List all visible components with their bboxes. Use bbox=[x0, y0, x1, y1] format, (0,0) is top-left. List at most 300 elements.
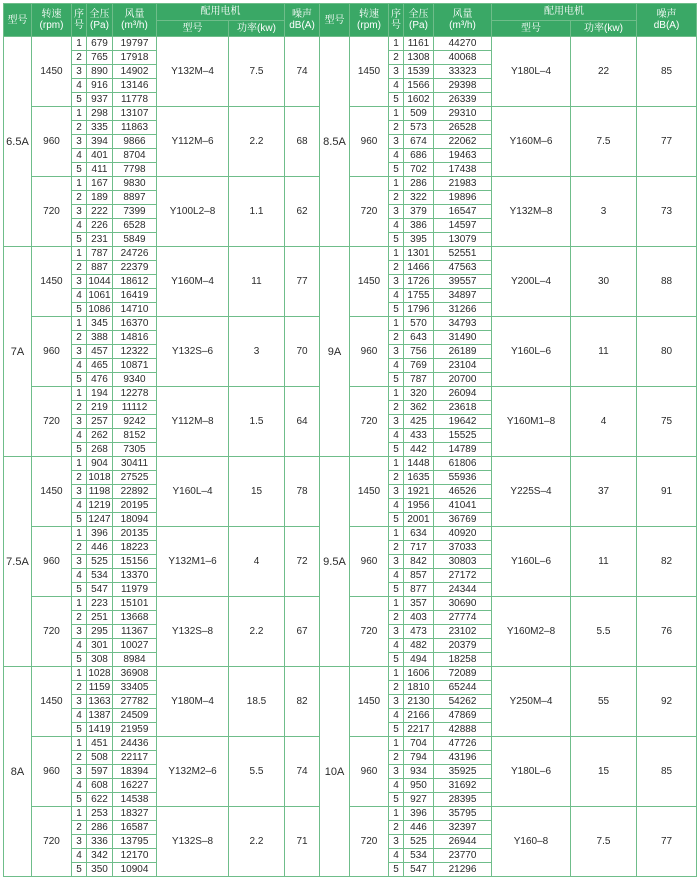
pressure-cell: 336 bbox=[87, 835, 113, 849]
pressure-cell: 388 bbox=[87, 331, 113, 345]
noise-cell: 70 bbox=[285, 317, 320, 387]
table-row bbox=[4, 247, 697, 261]
sequence-cell: 4 bbox=[72, 219, 87, 233]
pressure-cell: 473 bbox=[404, 625, 434, 639]
sequence-cell: 1 bbox=[389, 597, 404, 611]
pressure-cell: 756 bbox=[404, 345, 434, 359]
speed-cell: 960 bbox=[32, 527, 72, 597]
speed-cell: 1450 bbox=[32, 37, 72, 107]
airflow-cell: 36908 bbox=[113, 667, 157, 681]
airflow-cell: 10904 bbox=[113, 863, 157, 877]
motor-type-cell: Y160M–6 bbox=[492, 107, 571, 177]
airflow-cell: 16587 bbox=[113, 821, 157, 835]
airflow-cell: 47563 bbox=[434, 261, 492, 275]
sequence-cell: 3 bbox=[72, 65, 87, 79]
speed-cell: 960 bbox=[32, 317, 72, 387]
sequence-cell: 2 bbox=[389, 51, 404, 65]
airflow-cell: 14538 bbox=[113, 793, 157, 807]
airflow-cell: 14789 bbox=[434, 443, 492, 457]
airflow-cell: 40920 bbox=[434, 527, 492, 541]
noise-cell: 74 bbox=[285, 37, 320, 107]
pressure-cell: 1755 bbox=[404, 289, 434, 303]
motor-power-cell: 7.5 bbox=[571, 107, 637, 177]
sequence-cell: 1 bbox=[389, 737, 404, 751]
sequence-cell: 4 bbox=[72, 639, 87, 653]
pressure-cell: 1161 bbox=[404, 37, 434, 51]
airflow-cell: 13107 bbox=[113, 107, 157, 121]
header-flow: 风量 (m³/h) bbox=[434, 4, 492, 37]
pressure-cell: 1219 bbox=[88, 499, 111, 511]
sequence-cell: 4 bbox=[389, 779, 404, 793]
sequence-cell: 5 bbox=[72, 443, 87, 457]
table-row bbox=[4, 737, 697, 751]
sequence-cell: 1 bbox=[389, 247, 404, 261]
pressure-cell: 570 bbox=[404, 317, 434, 331]
motor-power-cell: 1.5 bbox=[229, 387, 285, 457]
pressure-cell: 934 bbox=[404, 765, 434, 779]
airflow-cell: 40068 bbox=[434, 51, 492, 65]
sequence-cell: 5 bbox=[72, 513, 87, 527]
pressure-cell: 251 bbox=[87, 611, 113, 625]
sequence-cell: 1 bbox=[72, 597, 87, 611]
fan-model-cell: 9A bbox=[320, 247, 350, 457]
airflow-cell: 27172 bbox=[434, 569, 492, 583]
motor-power-cell: 5.5 bbox=[229, 737, 285, 807]
airflow-cell: 15101 bbox=[113, 597, 157, 611]
pressure-cell: 622 bbox=[87, 793, 113, 807]
sequence-cell: 1 bbox=[72, 457, 87, 471]
sequence-cell: 5 bbox=[389, 793, 404, 807]
airflow-cell: 29310 bbox=[434, 107, 492, 121]
fan-model-cell: 6.5A bbox=[4, 37, 32, 247]
sequence-cell: 3 bbox=[389, 485, 404, 499]
sequence-cell: 3 bbox=[72, 345, 87, 359]
header-noise: 噪声 dB(A) bbox=[637, 4, 697, 37]
motor-power-cell: 55 bbox=[571, 667, 637, 737]
motor-power-cell: 22 bbox=[571, 37, 637, 107]
motor-power-cell: 7.5 bbox=[229, 37, 285, 107]
motor-power-cell: 11 bbox=[229, 247, 285, 317]
sequence-cell: 5 bbox=[389, 513, 404, 527]
pressure-cell: 167 bbox=[87, 177, 113, 191]
airflow-cell: 26189 bbox=[434, 345, 492, 359]
pressure-cell: 286 bbox=[404, 177, 434, 191]
sequence-cell: 4 bbox=[389, 569, 404, 583]
airflow-cell: 14710 bbox=[113, 303, 157, 317]
header-motor: 配用电机 bbox=[492, 4, 637, 21]
pressure-cell: 446 bbox=[87, 541, 113, 555]
speed-cell: 960 bbox=[350, 527, 389, 597]
sequence-cell: 5 bbox=[389, 303, 404, 317]
pressure-cell: 1018 bbox=[88, 471, 111, 483]
sequence-cell: 5 bbox=[389, 373, 404, 387]
sequence-cell: 5 bbox=[389, 93, 404, 107]
sequence-cell: 4 bbox=[389, 639, 404, 653]
sequence-cell: 2 bbox=[389, 681, 404, 695]
pressure-cell: 298 bbox=[87, 107, 113, 121]
pressure-cell: 877 bbox=[404, 583, 434, 597]
motor-type-cell: Y160L–4 bbox=[157, 457, 229, 527]
airflow-cell: 8984 bbox=[113, 653, 157, 667]
sequence-cell: 2 bbox=[389, 121, 404, 135]
noise-cell: 77 bbox=[285, 247, 320, 317]
pressure-cell: 950 bbox=[404, 779, 434, 793]
pressure-cell: 219 bbox=[87, 401, 113, 415]
table-row bbox=[4, 597, 697, 611]
speed-cell: 1450 bbox=[32, 667, 72, 737]
airflow-cell: 14902 bbox=[113, 65, 157, 79]
airflow-cell: 21983 bbox=[434, 177, 492, 191]
fan-model-cell: 9.5A bbox=[320, 457, 350, 667]
motor-type-cell: Y100L2–8 bbox=[157, 177, 229, 247]
header-speed: 转速 (rpm) bbox=[32, 4, 72, 37]
pressure-cell: 597 bbox=[87, 765, 113, 779]
motor-power-cell: 5.5 bbox=[571, 597, 637, 667]
pressure-cell: 643 bbox=[404, 331, 434, 345]
airflow-cell: 19797 bbox=[113, 37, 157, 51]
pressure-cell: 1044 bbox=[88, 275, 111, 287]
airflow-cell: 55936 bbox=[434, 471, 492, 485]
sequence-cell: 3 bbox=[389, 695, 404, 709]
motor-power-cell: 15 bbox=[571, 737, 637, 807]
pressure-cell: 573 bbox=[404, 121, 434, 135]
sequence-cell: 3 bbox=[72, 415, 87, 429]
sequence-cell: 3 bbox=[389, 415, 404, 429]
pressure-cell: 396 bbox=[404, 807, 434, 821]
sequence-cell: 2 bbox=[72, 751, 87, 765]
motor-type-cell: Y160M–4 bbox=[157, 247, 229, 317]
airflow-cell: 47869 bbox=[434, 709, 492, 723]
speed-cell: 720 bbox=[32, 597, 72, 667]
noise-cell: 68 bbox=[285, 107, 320, 177]
motor-type-cell: Y132S–8 bbox=[157, 807, 229, 877]
pressure-cell: 787 bbox=[404, 373, 434, 387]
fan-performance-table bbox=[3, 3, 697, 877]
pressure-cell: 916 bbox=[87, 79, 113, 93]
pressure-cell: 295 bbox=[87, 625, 113, 639]
sequence-cell: 4 bbox=[389, 359, 404, 373]
sequence-cell: 5 bbox=[72, 723, 87, 737]
sequence-cell: 2 bbox=[72, 471, 87, 485]
sequence-cell: 4 bbox=[389, 289, 404, 303]
pressure-cell: 1921 bbox=[404, 485, 434, 499]
airflow-cell: 30690 bbox=[434, 597, 492, 611]
motor-type-cell: Y180L–6 bbox=[492, 737, 571, 807]
header-model: 型号 bbox=[4, 4, 32, 37]
speed-cell: 1450 bbox=[350, 37, 389, 107]
airflow-cell: 54262 bbox=[434, 695, 492, 709]
table-row bbox=[4, 387, 697, 401]
noise-cell: 77 bbox=[637, 807, 697, 877]
pressure-cell: 927 bbox=[404, 793, 434, 807]
airflow-cell: 31266 bbox=[434, 303, 492, 317]
pressure-cell: 1448 bbox=[404, 457, 434, 471]
airflow-cell: 33323 bbox=[434, 65, 492, 79]
airflow-cell: 8704 bbox=[113, 149, 157, 163]
airflow-cell: 17918 bbox=[113, 51, 157, 65]
noise-cell: 67 bbox=[285, 597, 320, 667]
sequence-cell: 4 bbox=[389, 219, 404, 233]
noise-cell: 75 bbox=[637, 387, 697, 457]
pressure-cell: 1028 bbox=[88, 667, 111, 679]
pressure-cell: 794 bbox=[404, 751, 434, 765]
sequence-cell: 4 bbox=[72, 359, 87, 373]
noise-cell: 74 bbox=[285, 737, 320, 807]
noise-cell: 82 bbox=[637, 527, 697, 597]
sequence-cell: 3 bbox=[389, 765, 404, 779]
airflow-cell: 30803 bbox=[434, 555, 492, 569]
airflow-cell: 19463 bbox=[434, 149, 492, 163]
sequence-cell: 5 bbox=[72, 653, 87, 667]
pressure-cell: 223 bbox=[87, 597, 113, 611]
header-motor-type: 型号 bbox=[157, 20, 229, 37]
sequence-cell: 5 bbox=[72, 863, 87, 877]
sequence-cell: 3 bbox=[389, 345, 404, 359]
sequence-cell: 2 bbox=[389, 401, 404, 415]
pressure-cell: 634 bbox=[404, 527, 434, 541]
sequence-cell: 1 bbox=[72, 737, 87, 751]
airflow-cell: 7305 bbox=[113, 443, 157, 457]
pressure-cell: 433 bbox=[404, 429, 434, 443]
pressure-cell: 674 bbox=[404, 135, 434, 149]
sequence-cell: 2 bbox=[72, 821, 87, 835]
motor-type-cell: Y160M1–8 bbox=[492, 387, 571, 457]
speed-cell: 960 bbox=[350, 317, 389, 387]
airflow-cell: 16547 bbox=[434, 205, 492, 219]
airflow-cell: 11367 bbox=[113, 625, 157, 639]
pressure-cell: 308 bbox=[87, 653, 113, 667]
pressure-cell: 904 bbox=[87, 457, 113, 471]
sequence-cell: 1 bbox=[72, 177, 87, 191]
sequence-cell: 4 bbox=[72, 79, 87, 93]
pressure-cell: 1566 bbox=[404, 79, 434, 93]
table-body bbox=[4, 37, 697, 877]
sequence-cell: 2 bbox=[389, 191, 404, 205]
airflow-cell: 17438 bbox=[434, 163, 492, 177]
pressure-cell: 842 bbox=[404, 555, 434, 569]
airflow-cell: 41041 bbox=[434, 499, 492, 513]
sequence-cell: 5 bbox=[389, 723, 404, 737]
header-seq: 序 号 bbox=[389, 4, 404, 37]
airflow-cell: 14597 bbox=[434, 219, 492, 233]
pressure-cell: 1061 bbox=[88, 289, 111, 301]
sequence-cell: 2 bbox=[72, 191, 87, 205]
airflow-cell: 31692 bbox=[434, 779, 492, 793]
pressure-cell: 679 bbox=[87, 37, 113, 51]
airflow-cell: 18223 bbox=[113, 541, 157, 555]
airflow-cell: 34897 bbox=[434, 289, 492, 303]
noise-cell: 76 bbox=[637, 597, 697, 667]
airflow-cell: 43196 bbox=[434, 751, 492, 765]
sequence-cell: 2 bbox=[389, 331, 404, 345]
pressure-cell: 1635 bbox=[404, 471, 434, 485]
pressure-cell: 386 bbox=[404, 219, 434, 233]
pressure-cell: 2217 bbox=[404, 723, 434, 737]
airflow-cell: 27774 bbox=[434, 611, 492, 625]
motor-type-cell: Y180L–4 bbox=[492, 37, 571, 107]
sequence-cell: 1 bbox=[389, 107, 404, 121]
fan-model-cell: 7.5A bbox=[4, 457, 32, 667]
airflow-cell: 7798 bbox=[113, 163, 157, 177]
motor-type-cell: Y160M2–8 bbox=[492, 597, 571, 667]
speed-cell: 1450 bbox=[350, 667, 389, 737]
pressure-cell: 857 bbox=[404, 569, 434, 583]
noise-cell: 77 bbox=[637, 107, 697, 177]
pressure-cell: 2130 bbox=[404, 695, 434, 709]
fan-model-cell: 8A bbox=[4, 667, 32, 877]
airflow-cell: 15156 bbox=[113, 555, 157, 569]
pressure-cell: 301 bbox=[87, 639, 113, 653]
airflow-cell: 32397 bbox=[434, 821, 492, 835]
airflow-cell: 65244 bbox=[434, 681, 492, 695]
airflow-cell: 30411 bbox=[113, 457, 157, 471]
noise-cell: 62 bbox=[285, 177, 320, 247]
pressure-cell: 482 bbox=[404, 639, 434, 653]
pressure-cell: 534 bbox=[87, 569, 113, 583]
airflow-cell: 16227 bbox=[113, 779, 157, 793]
pressure-cell: 1539 bbox=[404, 65, 434, 79]
airflow-cell: 21959 bbox=[113, 723, 157, 737]
sequence-cell: 3 bbox=[389, 135, 404, 149]
sequence-cell: 5 bbox=[389, 583, 404, 597]
motor-power-cell: 18.5 bbox=[229, 667, 285, 737]
motor-power-cell: 11 bbox=[571, 317, 637, 387]
airflow-cell: 18258 bbox=[434, 653, 492, 667]
sequence-cell: 3 bbox=[389, 835, 404, 849]
table-row bbox=[4, 177, 697, 191]
airflow-cell: 23104 bbox=[434, 359, 492, 373]
airflow-cell: 22062 bbox=[434, 135, 492, 149]
airflow-cell: 15525 bbox=[434, 429, 492, 443]
motor-type-cell: Y160–8 bbox=[492, 807, 571, 877]
sequence-cell: 2 bbox=[389, 261, 404, 275]
airflow-cell: 44270 bbox=[434, 37, 492, 51]
pressure-cell: 262 bbox=[87, 429, 113, 443]
sequence-cell: 3 bbox=[72, 275, 87, 289]
airflow-cell: 13370 bbox=[113, 569, 157, 583]
airflow-cell: 20195 bbox=[113, 499, 157, 513]
pressure-cell: 1796 bbox=[404, 303, 434, 317]
airflow-cell: 19642 bbox=[434, 415, 492, 429]
table-row bbox=[4, 667, 697, 681]
sequence-cell: 3 bbox=[72, 555, 87, 569]
sequence-cell: 1 bbox=[72, 37, 87, 51]
sequence-cell: 4 bbox=[389, 709, 404, 723]
sequence-cell: 3 bbox=[72, 135, 87, 149]
noise-cell: 64 bbox=[285, 387, 320, 457]
airflow-cell: 27525 bbox=[113, 471, 157, 485]
pressure-cell: 1466 bbox=[404, 261, 434, 275]
airflow-cell: 9866 bbox=[113, 135, 157, 149]
sequence-cell: 1 bbox=[72, 527, 87, 541]
airflow-cell: 72089 bbox=[434, 667, 492, 681]
header-flow: 风量 (m³/h) bbox=[113, 4, 157, 37]
motor-type-cell: Y132S–6 bbox=[157, 317, 229, 387]
motor-type-cell: Y132M–8 bbox=[492, 177, 571, 247]
sequence-cell: 4 bbox=[389, 849, 404, 863]
sequence-cell: 2 bbox=[389, 751, 404, 765]
airflow-cell: 26094 bbox=[434, 387, 492, 401]
pressure-cell: 890 bbox=[87, 65, 113, 79]
airflow-cell: 18612 bbox=[113, 275, 157, 289]
airflow-cell: 36769 bbox=[434, 513, 492, 527]
motor-power-cell: 15 bbox=[229, 457, 285, 527]
motor-power-cell: 2.2 bbox=[229, 807, 285, 877]
sequence-cell: 2 bbox=[72, 331, 87, 345]
pressure-cell: 394 bbox=[87, 135, 113, 149]
pressure-cell: 547 bbox=[87, 583, 113, 597]
sequence-cell: 5 bbox=[72, 303, 87, 317]
motor-power-cell: 2.2 bbox=[229, 597, 285, 667]
pressure-cell: 1387 bbox=[88, 709, 111, 721]
sequence-cell: 1 bbox=[389, 457, 404, 471]
speed-cell: 1450 bbox=[32, 247, 72, 317]
motor-type-cell: Y200L–4 bbox=[492, 247, 571, 317]
airflow-cell: 42888 bbox=[434, 723, 492, 737]
pressure-cell: 1602 bbox=[404, 93, 434, 107]
pressure-cell: 704 bbox=[404, 737, 434, 751]
airflow-cell: 19896 bbox=[434, 191, 492, 205]
pressure-cell: 1419 bbox=[88, 723, 111, 735]
airflow-cell: 52551 bbox=[434, 247, 492, 261]
airflow-cell: 37033 bbox=[434, 541, 492, 555]
header-speed: 转速 (rpm) bbox=[350, 4, 389, 37]
noise-cell: 92 bbox=[637, 667, 697, 737]
airflow-cell: 7399 bbox=[113, 205, 157, 219]
fan-model-cell: 8.5A bbox=[320, 37, 350, 247]
sequence-cell: 1 bbox=[389, 667, 404, 681]
sequence-cell: 2 bbox=[72, 401, 87, 415]
noise-cell: 91 bbox=[637, 457, 697, 527]
airflow-cell: 39557 bbox=[434, 275, 492, 289]
sequence-cell: 4 bbox=[72, 149, 87, 163]
sequence-cell: 5 bbox=[72, 233, 87, 247]
pressure-cell: 1308 bbox=[404, 51, 434, 65]
pressure-cell: 1198 bbox=[87, 485, 113, 499]
sequence-cell: 1 bbox=[72, 807, 87, 821]
pressure-cell: 396 bbox=[87, 527, 113, 541]
motor-type-cell: Y250M–4 bbox=[492, 667, 571, 737]
pressure-cell: 226 bbox=[87, 219, 113, 233]
sequence-cell: 4 bbox=[389, 149, 404, 163]
pressure-cell: 345 bbox=[87, 317, 113, 331]
sequence-cell: 2 bbox=[72, 261, 87, 275]
pressure-cell: 411 bbox=[87, 163, 113, 177]
pressure-cell: 320 bbox=[404, 387, 434, 401]
pressure-cell: 509 bbox=[404, 107, 434, 121]
sequence-cell: 2 bbox=[72, 681, 87, 695]
airflow-cell: 27782 bbox=[113, 695, 157, 709]
pressure-cell: 1247 bbox=[88, 513, 111, 525]
noise-cell: 82 bbox=[285, 667, 320, 737]
sequence-cell: 1 bbox=[389, 527, 404, 541]
noise-cell: 71 bbox=[285, 807, 320, 877]
sequence-cell: 4 bbox=[389, 79, 404, 93]
motor-type-cell: Y180M–4 bbox=[157, 667, 229, 737]
pressure-cell: 350 bbox=[87, 863, 113, 877]
airflow-cell: 29398 bbox=[434, 79, 492, 93]
sequence-cell: 3 bbox=[72, 205, 87, 219]
motor-type-cell: Y160L–6 bbox=[492, 317, 571, 387]
fan-model-cell: 7A bbox=[4, 247, 32, 457]
sequence-cell: 3 bbox=[72, 765, 87, 779]
airflow-cell: 10027 bbox=[113, 639, 157, 653]
pressure-cell: 189 bbox=[87, 191, 113, 205]
sequence-cell: 3 bbox=[389, 275, 404, 289]
sequence-cell: 4 bbox=[72, 779, 87, 793]
speed-cell: 1450 bbox=[350, 247, 389, 317]
airflow-cell: 13079 bbox=[434, 233, 492, 247]
